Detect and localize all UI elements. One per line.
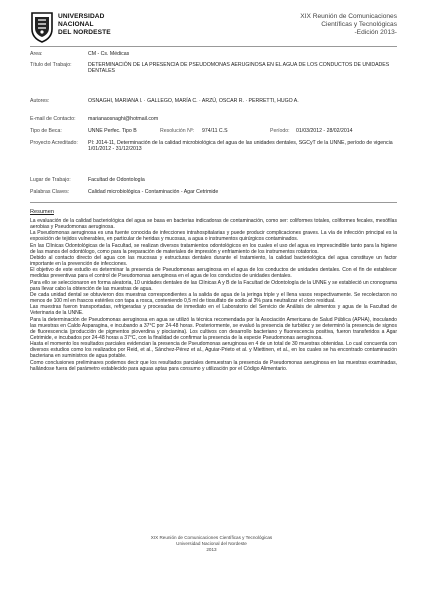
abstract-title: Resumen xyxy=(30,209,54,215)
period-value: 01/03/2012 - 28/02/2014 xyxy=(296,128,353,134)
resolution-value: 974/11 C.S xyxy=(202,128,228,134)
project-value: PI: J014-11, Determinación de la calidad microbiológica del agua de las unidades dentales, SGCyT de la UNNE, período de vigencia 1/01/2012 - 31/12/2013 xyxy=(88,140,393,153)
workplace-value: Facultad de Odontología xyxy=(88,177,145,183)
grant-value: UNNE Perfec. Tipo B xyxy=(88,128,137,134)
abstract-paragraph: El objetivo de este estudio es determinar la presencia de Pseudomonas aeruginosa en el agua de los conductos de unidades dentales. Con el fin de establecer medidas preventivas para el control de Pseudomonas aeruginosa en el agua de los conductos de unidades dentales. xyxy=(30,267,397,280)
period-label: Período: xyxy=(270,128,290,134)
grant-label: Tipo de Beca: xyxy=(30,128,62,134)
abstract-paragraph: Para ello se seleccionaron en forma aleatoria, 10 unidades dentales de las Clínicas A y B de la Facultad de Odontología de la UNNE y se estableció un cronograma para llevar cabo la obtención de las muestras de agua. xyxy=(30,279,397,292)
abstract-paragraph: La evaluación de la calidad bacteriológica del agua se basa en bacterias indicadoras de contaminación, como ser: coliformes totales, coliformes fecales, mesófilas aerobias y Pseudomonas aeruginosa. xyxy=(30,218,397,231)
work-title: DETERMINACIÓN DE LA PRESENCIA DE PSEUDOMONAS AERUGINOSA EN EL AGUA DE LOS CONDUCTOS DE UNIDADES DENTALES xyxy=(88,62,390,75)
email-value: marianaosnaghi@hotmail.com xyxy=(88,116,159,122)
abstract-paragraph: De cada unidad dental se obtuvieron dos muestras correspondientes a la salida de agua de la jeringa triple y el llena vasos respectivamente. Se recolectaron no menos de 100 ml en frascos estériles con tapa a rosca, conteniendo 0,5 ml de tiosulfato de sodio al 3% para neutralizar el cloro residual. xyxy=(30,291,397,305)
authors-label: Autores: xyxy=(30,98,50,104)
workplace-label: Lugar de Trabajo: xyxy=(30,177,71,183)
email-label: E-mail de Contacto: xyxy=(30,116,76,122)
title-label: Título del Trabajo: xyxy=(30,62,72,68)
area-value: CM - Cs. Médicas xyxy=(88,51,130,57)
abstract-paragraph: Debido al contacto directo del agua con las mucosas y estructuras dentales durante el tratamiento, la calidad bacteriológica del agua constituye un factor importante en la prevención de infecciones. xyxy=(30,254,397,268)
abstract-paragraph: Las muestras fueron transportadas, refrigeradas y procesadas de inmediato en el Laboratorio del Servicio de Análisis de alimentos y agua de la Facultad de Veterinaria de la UNNE. xyxy=(30,304,397,317)
abstract-paragraph: Como conclusiones preliminares podemos decir que los resultados parciales demuestran la presencia de Pseudomonas aeruginosa en las muestras examinadas, hallándose fuera del parámetro establecido para aguas aptas para consumo y utilización por el Código Alimentario. xyxy=(30,359,397,372)
abstract-paragraph: En las Clínicas Odontológicas de la Facultad, se realizan diversos tratamientos odontológicos en los cuales el uso del agua es imprescindible tanto para la higiene de las manos del odontólogo, como para la preparación de materiales de impresión y enfriamiento de los instrumentos rotatorios. xyxy=(30,242,397,255)
area-label: Area: xyxy=(30,51,43,57)
abstract-divider xyxy=(30,202,397,203)
abstract-paragraph: La Pseudomonas aeruginosa es una fuente conocida de infecciones intrahospitalarias y puede producir complicaciones graves. La vía de infección principal es la exposición de tejidos vulnerables, en particular de heridas y mucosas, a agua o instrumentos quirúrgicos contaminados. xyxy=(30,230,397,243)
keywords-value: Calidad microbiológica - Contaminación - Agar Cetrimide xyxy=(88,189,219,195)
page-footer: XIX Reunión de Comunicaciones Científicas y Tecnológicas Universidad Nacional del Nordeste 2013 xyxy=(150,535,273,552)
abstract-paragraph: Hasta el momento los resultados parciales evidencian la presencia de Pseudomonas aeruginosa en 4 de un total de 30 muestras obtenidas. Lo cual concuerda con diversos estudios como los realizados por Reid, et al., Sánchez-Pérez et al., Aguiar-Prieto et al. y Miettinen, et al., en los cuales se ha encontrado contaminación bacteriana en suministros de agua potable. xyxy=(30,341,397,360)
authors-value: OSNAGHI, MARIANA I. · GALLEGO, MARÍA C. · ARZÚ, OSCAR R. · PERRETTI, HUGO A. xyxy=(88,98,299,104)
university-name: UNIVERSIDAD NACIONAL DEL NORDESTE xyxy=(58,13,111,36)
header-divider xyxy=(30,46,397,47)
project-label: Proyecto Acreditado: xyxy=(30,140,78,146)
abstract-section xyxy=(30,209,397,372)
page-header xyxy=(30,9,397,45)
keywords-label: Palabras Claves: xyxy=(30,189,70,195)
resolution-label: Resolución Nº: xyxy=(160,128,195,134)
event-title: XIX Reunión de Comunicaciones Científicas y Tecnológicas -Edición 2013- xyxy=(300,13,397,37)
abstract-paragraph: Para la determinación de Pseudomonas aeruginosa en agua se utilizó la técnica recomendada por la Asociación Americana de Salud Pública (APHA), inoculando las muestras en Caldo Asparagina, e incubando a 37°C por 24-48 horas. Posteriormente, se evaluó la presencia de turbidez y se determinó la presencia de signos de fluorescencia (producción de pigmentos pioverdina y piocianina). Los cultivos con desarrollo bacteriano y fluorescencia positiva, fueron transferidos a Agar Cetrimide, e incubados por 24-48 horas a 37°C, con la finalidad de confirmar la presencia de la especie Pseudomonas aeruginosa. xyxy=(30,316,397,341)
university-crest-icon xyxy=(30,11,54,43)
